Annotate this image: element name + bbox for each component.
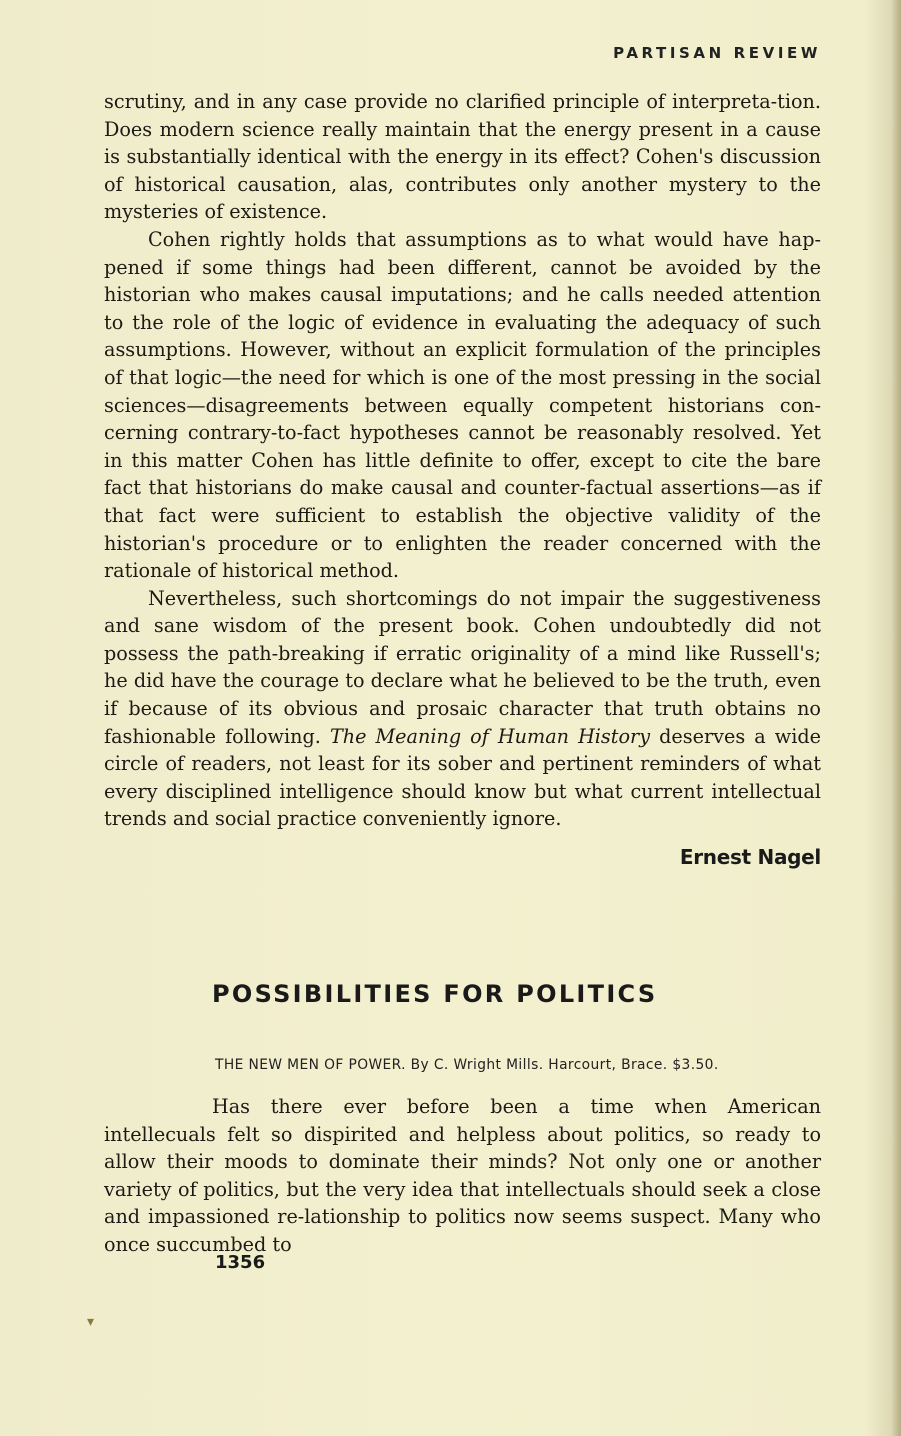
paragraph-1: scrutiny, and in any case provide no clarified principle of interpreta-tion. Does modern science really maintain that the energy present in a cause is substantially identical with the energy in its effect? Cohen's discussion of historical causation, alas, contributes only another mystery to the mysteries of existence. [104,90,821,224]
book-citation: THE NEW MEN OF POWER. By C. Wright Mills. Harcourt, Brace. $3.50. [215,1057,719,1073]
author-signature: Ernest Nagel [679,845,821,869]
review-body-2 [104,1093,821,1259]
paragraph-3 [104,585,821,833]
paragraph-3-start: Nevertheless, such shortcomings do not impair the suggestiveness and sane wisdom of the present book. Cohen undoubtedly did not possess the path-breaking if erratic originality of a mind like Russell's; he did have the courage to declare what he believed to be the truth, even if because of its obvious and prosaic character that truth obtains no fashionable following. [104,586,821,748]
print-mark: ▾ [87,1314,95,1330]
running-head: PARTISAN REVIEW [613,44,821,62]
paragraph-opening: Has there ever before been a time when American intellecuals felt so dispirited and helpless about politics, so ready to allow their moods to dominate their minds? Not only one or another variety of politics, but the very idea that intellectuals should seek a close and impassioned re-lationship to politics now seems suspect. Many who once succumbed to [104,1095,821,1256]
book-title-italic: The Meaning of Human History [329,724,651,748]
review-body [104,88,821,833]
page-number: 1356 [215,1252,266,1273]
paragraph-2: Cohen rightly holds that assumptions as to what would have hap-pened if some things had been different, cannot be avoided by the historian who makes causal imputations; and he calls needed attention to the role of the logic of evidence in evaluating the adequacy of such assumptions. However, without an explicit formulation of the principles of that logic—the need for which is one of the most pressing in the social sciences—disagreements between equally competent historians con-cerning contrary-to-fact hypotheses cannot be reasonably resolved. Yet in this matter Cohen has little definite to offer, except to cite the bare fact that historians do make causal and counter-factual assertions—as if that fact were sufficient to establish the objective validity of the historian's procedure or to enlighten the reader concerned with the rationale of historical method. [104,227,821,583]
section-title: POSSIBILITIES FOR POLITICS [212,980,658,1008]
page-edge-shadow [891,0,901,1436]
paragraph-3-end: deserves a wide circle of readers, not least for its sober and pertinent reminders of what every disciplined intelligence should know but what current intellectual trends and social practice conveniently ignore. [104,724,821,831]
